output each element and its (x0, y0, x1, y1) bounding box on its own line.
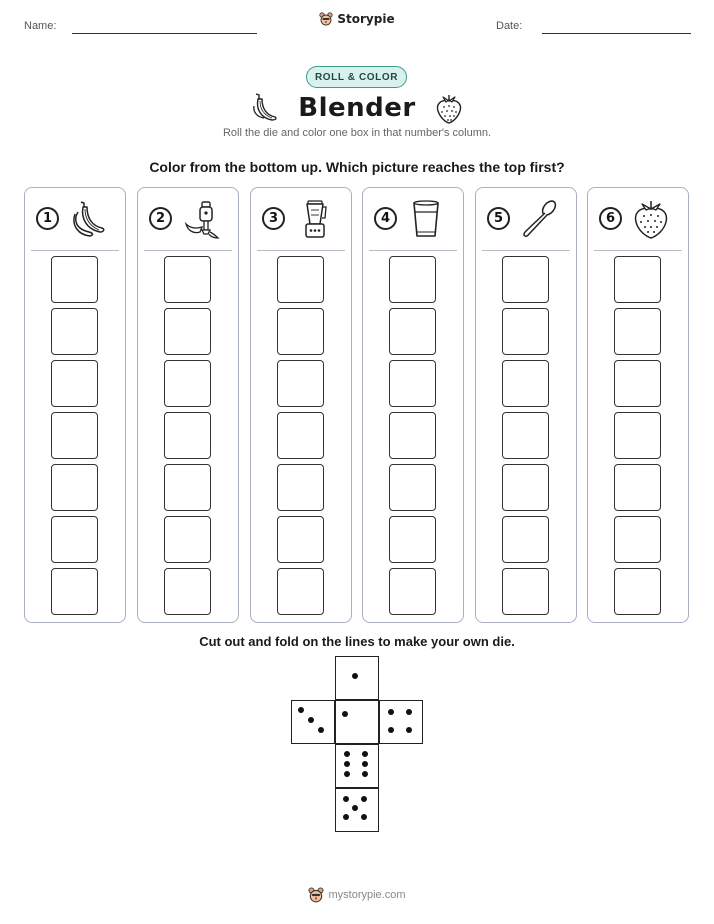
die-pip (406, 727, 412, 733)
die-pip (344, 771, 350, 777)
banana-icon (250, 92, 280, 124)
color-box[interactable] (389, 256, 436, 303)
date-line[interactable] (542, 33, 691, 34)
color-box[interactable] (277, 360, 324, 407)
die-pip (342, 711, 348, 717)
color-box[interactable] (502, 256, 549, 303)
color-box[interactable] (614, 360, 661, 407)
color-box[interactable] (51, 412, 98, 459)
date-label: Date: (496, 20, 523, 32)
name-line[interactable] (72, 33, 257, 34)
color-box[interactable] (614, 464, 661, 511)
color-box[interactable] (389, 308, 436, 355)
die-pip (352, 673, 358, 679)
name-label: Name: (24, 20, 57, 32)
color-box[interactable] (51, 256, 98, 303)
color-box[interactable] (614, 516, 661, 563)
color-box[interactable] (502, 360, 549, 407)
subtitle: Roll the die and color one box in that number's column. (222, 127, 492, 139)
die-pip (344, 761, 350, 767)
color-box[interactable] (277, 568, 324, 615)
die-pip (362, 751, 368, 757)
color-box[interactable] (502, 464, 549, 511)
color-box[interactable] (389, 412, 436, 459)
color-box[interactable] (614, 568, 661, 615)
fold-instruction: Cut out and fold on the lines to make your own die. (199, 634, 515, 649)
column-6 (587, 187, 689, 623)
spoon-icon (518, 198, 560, 240)
color-box[interactable] (502, 412, 549, 459)
color-box[interactable] (51, 568, 98, 615)
column-2 (137, 187, 239, 623)
color-box[interactable] (389, 568, 436, 615)
color-box[interactable] (277, 464, 324, 511)
color-box[interactable] (164, 464, 211, 511)
column-3 (250, 187, 352, 623)
color-box[interactable] (164, 516, 211, 563)
die-face-1 (335, 700, 379, 744)
color-box[interactable] (277, 516, 324, 563)
color-box[interactable] (502, 516, 549, 563)
die-pip (362, 771, 368, 777)
column-number: 2 (149, 207, 172, 230)
color-box[interactable] (164, 412, 211, 459)
column-4 (362, 187, 464, 623)
column-number: 3 (262, 207, 285, 230)
die-pip (361, 796, 367, 802)
color-box[interactable] (51, 308, 98, 355)
color-box[interactable] (389, 360, 436, 407)
color-box[interactable] (389, 464, 436, 511)
brand (0, 12, 714, 26)
banana-icon (67, 198, 109, 240)
hand-blender-icon (180, 198, 222, 240)
color-box[interactable] (51, 516, 98, 563)
color-box[interactable] (277, 256, 324, 303)
die-pip (388, 709, 394, 715)
die-pip (352, 805, 358, 811)
column-number: 4 (374, 207, 397, 230)
color-box[interactable] (614, 412, 661, 459)
page-title: Blender (298, 93, 416, 123)
die-pip (308, 717, 314, 723)
die-face-3 (291, 700, 335, 744)
color-box[interactable] (277, 412, 324, 459)
die-pip (343, 796, 349, 802)
roll-color-badge: ROLL & COLOR (306, 66, 407, 88)
column-number: 6 (599, 207, 622, 230)
color-box[interactable] (502, 568, 549, 615)
color-box[interactable] (164, 256, 211, 303)
strawberry-icon (630, 198, 672, 240)
column-1 (24, 187, 126, 623)
title-row (0, 90, 714, 126)
footer-url[interactable]: mystorypie.com (328, 889, 406, 901)
bear-mascot-icon (308, 887, 324, 903)
die-pip (343, 814, 349, 820)
footer (0, 887, 714, 903)
die-pip (344, 751, 350, 757)
color-box[interactable] (389, 516, 436, 563)
die-pip (298, 707, 304, 713)
die-face-6 (335, 744, 379, 788)
die-pip (388, 727, 394, 733)
color-box[interactable] (277, 308, 324, 355)
bear-mascot-icon (319, 12, 333, 26)
color-box[interactable] (614, 308, 661, 355)
die-face-5 (335, 788, 379, 832)
blender-icon (293, 198, 335, 240)
brand-name: Storypie (337, 12, 395, 26)
die-face-4 (379, 700, 423, 744)
glass-icon (405, 198, 447, 240)
color-box[interactable] (51, 360, 98, 407)
column-number: 5 (487, 207, 510, 230)
die-pip (318, 727, 324, 733)
color-box[interactable] (164, 568, 211, 615)
color-box[interactable] (51, 464, 98, 511)
color-box[interactable] (164, 308, 211, 355)
color-box[interactable] (502, 308, 549, 355)
strawberry-icon (434, 92, 464, 124)
column-number: 1 (36, 207, 59, 230)
column-5 (475, 187, 577, 623)
die-pip (361, 814, 367, 820)
die-pip (362, 761, 368, 767)
instruction: Color from the bottom up. Which picture reaches the top first? (149, 159, 565, 175)
die-face-1 (335, 656, 379, 700)
color-box[interactable] (164, 360, 211, 407)
color-box[interactable] (614, 256, 661, 303)
die-pip (406, 709, 412, 715)
